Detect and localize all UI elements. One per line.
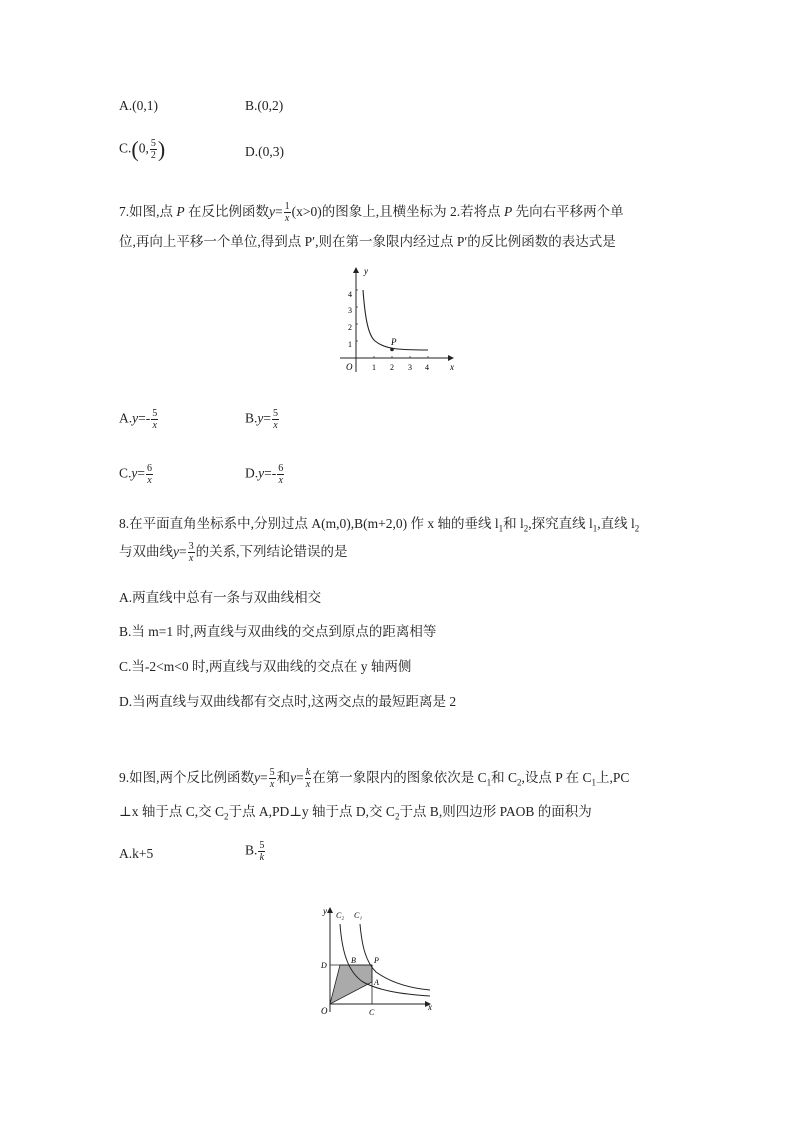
q6-option-d: D.(0,3) (245, 144, 284, 159)
q7-y-label: y (364, 266, 368, 276)
q7-origin-label: O (346, 362, 353, 372)
q8-option-a: A.两直线中总有一条与双曲线相交 (119, 590, 322, 605)
q7-option-b: B.y= $\frac{5}{x}$ (245, 408, 279, 431)
q9-label-c1: C₁ (354, 911, 363, 920)
q9-y-label: y (323, 906, 327, 916)
q7-x-ticks (372, 363, 429, 372)
q6-option-c-fraction: $\frac{5}{2}$ (150, 138, 156, 161)
q8-option-c: C.当-2<m<0 时,两直线与双曲线的交点在 y 轴两侧 (119, 659, 412, 674)
q7-line2: 位,再向上平移一个单位,得到点 P′,则在第一象限内经过点 P′的反比例函数的表达式是 (119, 234, 616, 249)
q9-graph (318, 902, 438, 1022)
q9-label-p: P (374, 956, 379, 965)
q9-shaded-quadrilateral (330, 965, 372, 1004)
q7-option-c: C.y= $\frac{6}{x}$ (119, 463, 153, 486)
q9-origin-label: O (321, 1006, 328, 1016)
q8-line1: 8.在平面直角坐标系中,分别过点 A(m,0),B(m+2,0) 作 x 轴的垂线 $l_1$和 $l_2$,探究直线 $l_1$,直线 $l_2$ (119, 516, 640, 534)
q6-option-c: C.(0, $\frac{5}{2}$ ) (119, 136, 166, 162)
q7-ytick-4: 4 (348, 290, 352, 299)
q9-x-label: x (428, 1002, 432, 1012)
q7-option-d: D.y=- $\frac{6}{x}$ (245, 463, 284, 486)
q8-option-b: B.当 m=1 时,两直线与双曲线的交点到原点的距离相等 (119, 624, 437, 639)
q7-x-label: x (450, 362, 454, 372)
q7-point-p-label: P (391, 337, 397, 347)
q8-option-d: D.当两直线与双曲线都有交点时,这两交点的最短距离是 2 (119, 694, 457, 709)
q9-option-b: B. $\frac{5}{k}$ (245, 840, 265, 863)
q7-graph (335, 262, 465, 377)
q9-line1: 9.如图,两个反比例函数y= $\frac{5}{x}$ 和y= $\frac{k}{x}$ 在第一象限内的图象依次是 $C_1$和 $C_2$,设点 P 在 $C_1$上,PC (119, 767, 630, 791)
q9-label-a: A (374, 978, 379, 987)
q9-label-d: D (321, 961, 327, 970)
q7-line1: 7.如图,点 P 在反比例函数y= $\frac{1}{x}$ (x>0)的图象上,且横坐标为 2.若将点 P 先向右平移两个单 (119, 201, 624, 225)
q9-label-b: B (351, 956, 356, 965)
q9-label-c2: C₂ (336, 911, 345, 920)
q6-option-a: A.(0,1) (119, 98, 158, 113)
q6-option-b: B.(0,2) (245, 98, 284, 113)
q9-option-a: A.k+5 (119, 846, 154, 861)
q7-xtick-2: 2 (390, 363, 394, 372)
q7-fraction: $\frac{1}{x}$ (284, 201, 290, 225)
q7-option-a: A.y=- $\frac{5}{x}$ (119, 408, 158, 431)
q7-point-p (390, 348, 394, 352)
q8-line2: 与双曲线y= $\frac{3}{x}$ 的关系,下列结论错误的是 (119, 541, 348, 565)
q9-label-c: C (369, 1008, 375, 1017)
q7-ytick-3: 3 (348, 306, 352, 315)
q6-option-c-label: C. (119, 140, 132, 156)
q6-option-c-left: 0, (138, 140, 149, 156)
q7-y-ticks (348, 290, 352, 349)
q7-xtick-4: 4 (425, 363, 429, 372)
q7-ytick-2: 2 (348, 323, 352, 332)
q7-xtick-1: 1 (372, 363, 376, 372)
q7-xtick-3: 3 (408, 363, 412, 372)
q7-ytick-1: 1 (348, 340, 352, 349)
q9-line2: ⊥x 轴于点 C,交 $C_2$于点 A,PD⊥y 轴于点 D,交 $C_2$于点 B,则四边形 PAOB 的面积为 (119, 804, 592, 822)
